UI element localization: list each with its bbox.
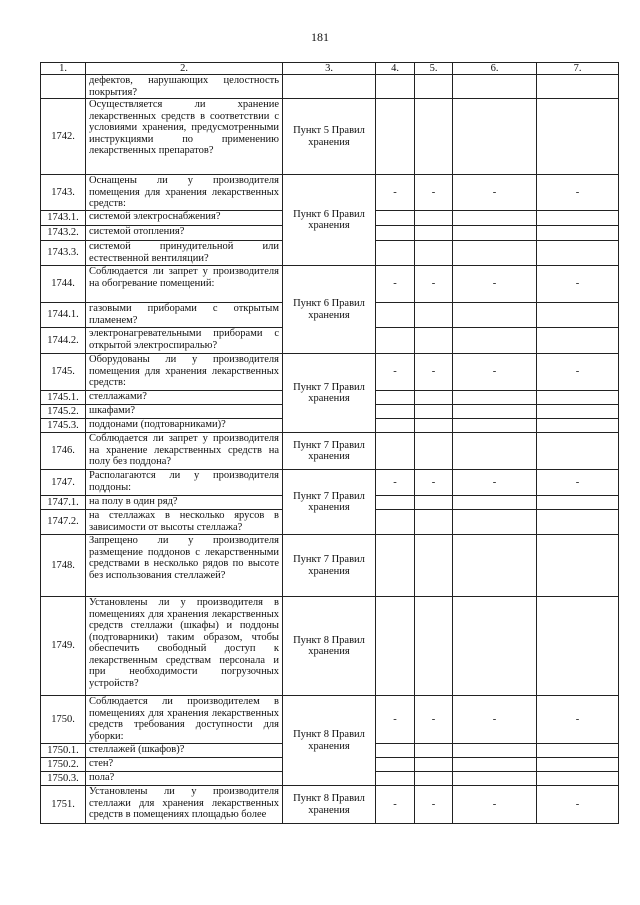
question-text: Оборудованы ли у производителя помещения для хранения лекарственных средств: — [86, 354, 283, 391]
item-number: 1747. — [41, 470, 86, 496]
dash-mark: - — [537, 175, 619, 211]
item-number: 1750. — [41, 696, 86, 744]
item-number: 1744. — [41, 266, 86, 303]
norm-reference: Пункт 8 Правил хранения — [283, 597, 376, 696]
norm-reference: Пункт 8 Правил хранения — [283, 786, 376, 824]
question-text: Располагаются ли у производителя поддоны: — [86, 470, 283, 496]
col-header: 4. — [376, 63, 415, 75]
dash-mark: - — [453, 175, 537, 211]
table-row — [41, 354, 619, 391]
item-number: 1746. — [41, 433, 86, 470]
question-text: Установлены ли у производителя в помещениях для хранения лекарственных средств стеллажи (шкафы) и поддоны (подтоварники) таким образом, чтобы обеспечить свободный доступ к лекарственным средствам персонала и при необходимости погрузочных устройств? — [86, 597, 283, 696]
dash-mark: - — [376, 354, 415, 391]
table-row — [41, 597, 619, 696]
question-text: стен? — [86, 758, 283, 772]
dash-mark: - — [453, 786, 537, 824]
question-text: Установлены ли у производителя стеллажи для хранения лекарственных средств в помещениях площадью более — [86, 786, 283, 824]
question-text: Соблюдается ли запрет у производителя на хранение лекарственных средств на полу без поддона? — [86, 433, 283, 470]
col-header: 7. — [537, 63, 619, 75]
question-text: стеллажей (шкафов)? — [86, 744, 283, 758]
table-row — [41, 99, 619, 175]
dash-mark: - — [376, 470, 415, 496]
question-text: Оснащены ли у производителя помещения для хранения лекарственных средств: — [86, 175, 283, 211]
item-number: 1743.2. — [41, 226, 86, 241]
dash-mark: - — [537, 354, 619, 391]
dash-mark: - — [453, 266, 537, 303]
question-text: Осуществляется ли хранение лекарственных средств в соответствии с условиями хранения, предусмотренными инструкциями по применению лекарственных препаратов? — [86, 99, 283, 175]
table-row — [41, 175, 619, 211]
col-header: 5. — [415, 63, 453, 75]
dash-mark: - — [415, 266, 453, 303]
table-row — [41, 75, 619, 99]
dash-mark: - — [453, 470, 537, 496]
table-row — [41, 433, 619, 470]
item-number: 1750.2. — [41, 758, 86, 772]
table-row — [41, 470, 619, 496]
item-number: 1744.1. — [41, 303, 86, 328]
col-header: 1. — [41, 63, 86, 75]
page-number: 181 — [311, 30, 329, 44]
question-text: Соблюдается ли запрет у производителя на обогревание помещений: — [86, 266, 283, 303]
question-text: поддонами (подтоварниками)? — [86, 419, 283, 433]
dash-mark: - — [376, 696, 415, 744]
question-text: системой отопления? — [86, 226, 283, 241]
norm-reference: Пункт 5 Правил хранения — [283, 99, 376, 175]
question-text: Соблюдается ли производителем в помещениях для хранения лекарственных средств требования доступности для уборки: — [86, 696, 283, 744]
norm-reference: Пункт 7 Правил хранения — [283, 535, 376, 597]
dash-mark: - — [415, 175, 453, 211]
question-text: газовыми приборами с открытым пламенем? — [86, 303, 283, 328]
item-number: 1748. — [41, 535, 86, 597]
question-text: системой электроснабжения? — [86, 211, 283, 226]
dash-mark: - — [453, 696, 537, 744]
dash-mark: - — [415, 470, 453, 496]
question-text: стеллажами? — [86, 391, 283, 405]
dash-mark: - — [376, 266, 415, 303]
norm-reference: Пункт 7 Правил хранения — [283, 354, 376, 433]
dash-mark: - — [537, 696, 619, 744]
item-number: 1743.1. — [41, 211, 86, 226]
norm-reference: Пункт 6 Правил хранения — [283, 175, 376, 266]
dash-mark: - — [376, 786, 415, 824]
norm-reference: Пункт 8 Правил хранения — [283, 696, 376, 786]
question-text: пола? — [86, 772, 283, 786]
question-text: шкафами? — [86, 405, 283, 419]
col-header: 3. — [283, 63, 376, 75]
norm-reference: Пункт 7 Правил хранения — [283, 433, 376, 470]
question-text: электронагревательными приборами с открытой электроспиралью? — [86, 328, 283, 354]
item-number: 1747.1. — [41, 496, 86, 510]
checklist-table — [40, 62, 619, 824]
dash-mark: - — [376, 175, 415, 211]
header-row — [41, 63, 619, 75]
table-row — [41, 696, 619, 744]
item-number: 1742. — [41, 99, 86, 175]
dash-mark: - — [537, 266, 619, 303]
item-number: 1750.3. — [41, 772, 86, 786]
item-number: 1745.3. — [41, 419, 86, 433]
item-number: 1747.2. — [41, 510, 86, 535]
table-row — [41, 535, 619, 597]
question-text: на стеллажах в несколько ярусов в зависимости от высоты стеллажа? — [86, 510, 283, 535]
item-number: 1751. — [41, 786, 86, 824]
question-text: дефектов, нарушающих целостность покрытия? — [86, 75, 283, 99]
dash-mark: - — [537, 786, 619, 824]
col-header: 2. — [86, 63, 283, 75]
item-number: 1745. — [41, 354, 86, 391]
dash-mark: - — [453, 354, 537, 391]
question-text: на полу в один ряд? — [86, 496, 283, 510]
item-number: 1745.1. — [41, 391, 86, 405]
col-header: 6. — [453, 63, 537, 75]
table-row — [41, 266, 619, 303]
item-number: 1743.3. — [41, 241, 86, 266]
dash-mark: - — [415, 786, 453, 824]
question-text: системой принудительной или естественной вентиляции? — [86, 241, 283, 266]
item-number: 1743. — [41, 175, 86, 211]
dash-mark: - — [537, 470, 619, 496]
dash-mark: - — [415, 354, 453, 391]
norm-reference: Пункт 6 Правил хранения — [283, 266, 376, 354]
question-text: Запрещено ли у производителя размещение поддонов с лекарственными средствами в несколько рядов по высоте без использования стеллажей? — [86, 535, 283, 597]
table-row — [41, 786, 619, 824]
item-number: 1749. — [41, 597, 86, 696]
norm-reference: Пункт 7 Правил хранения — [283, 470, 376, 535]
item-number: 1750.1. — [41, 744, 86, 758]
item-number: 1745.2. — [41, 405, 86, 419]
item-number: 1744.2. — [41, 328, 86, 354]
dash-mark: - — [415, 696, 453, 744]
item-number — [41, 75, 86, 99]
